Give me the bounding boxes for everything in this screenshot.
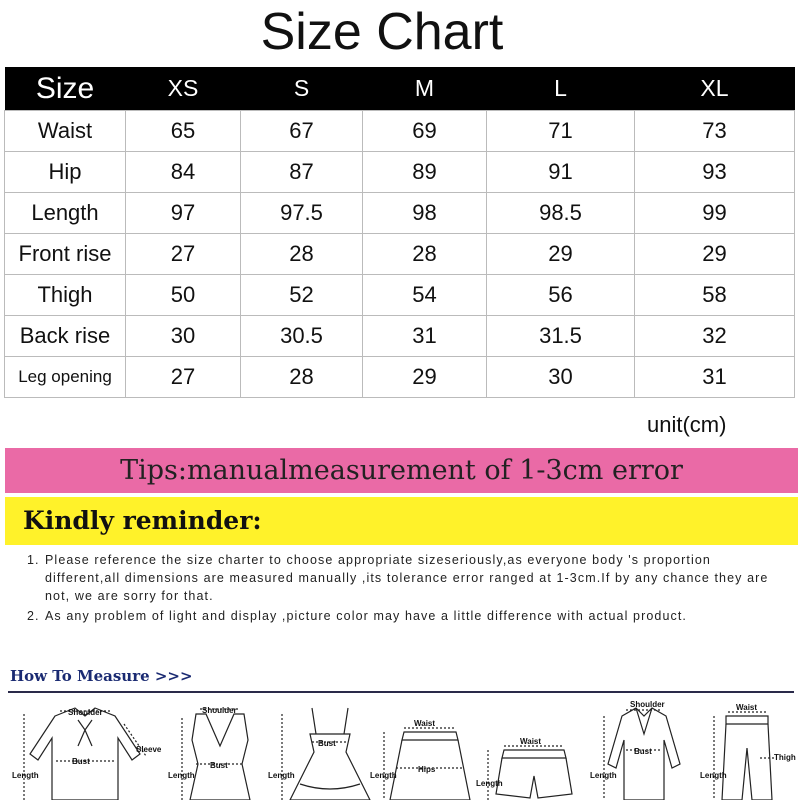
divider (8, 691, 794, 693)
notes-list (27, 551, 787, 627)
label-bust: Bust (318, 739, 336, 748)
label-length: Length (12, 771, 39, 780)
table-cell: 28 (241, 357, 363, 398)
tips-banner (5, 448, 798, 493)
label-shoulder: Shoulder (202, 706, 237, 715)
table-cell: 50 (126, 275, 241, 316)
header-s: S (241, 67, 363, 111)
table-row (5, 275, 795, 316)
how-to-measure-heading: How To Measure >>> (10, 667, 193, 685)
label-waist: Waist (736, 703, 758, 712)
note-number: 2. (27, 609, 40, 623)
label-shoulder: Shoulder (630, 700, 665, 709)
label-waist: Waist (414, 719, 436, 728)
table-cell: 98.5 (487, 193, 635, 234)
trousers-diagram (714, 712, 776, 800)
note-text: Please reference the size charter to choose appropriate sizeseriously,as everyone body 's proportion different,all dimensions are measured manually ,its tolerance error ranged at 1-3cm.If by any chance they are not, we are sorry for that. (45, 553, 769, 603)
table-cell: 27 (126, 234, 241, 275)
measurement-diagrams (0, 694, 800, 800)
header-xl: XL (635, 67, 795, 111)
table-cell: 98 (363, 193, 487, 234)
shorts-diagram (488, 746, 572, 800)
row-label-waist: Waist (5, 111, 126, 152)
label-length: Length (476, 779, 503, 788)
table-cell: 87 (241, 152, 363, 193)
table-cell: 73 (635, 111, 795, 152)
table-cell: 71 (487, 111, 635, 152)
table-cell: 30 (487, 357, 635, 398)
table-row (5, 357, 795, 398)
label-length: Length (370, 771, 397, 780)
table-cell: 97.5 (241, 193, 363, 234)
table-cell: 99 (635, 193, 795, 234)
row-label-hip: Hip (5, 152, 126, 193)
table-cell: 89 (363, 152, 487, 193)
tank-top-diagram (182, 709, 250, 800)
row-label-leg-opening: Leg opening (5, 357, 126, 398)
reminder-banner (5, 497, 798, 545)
table-row (5, 152, 795, 193)
table-row (5, 234, 795, 275)
table-cell: 84 (126, 152, 241, 193)
blouse-diagram (24, 708, 146, 800)
table-cell: 65 (126, 111, 241, 152)
reminder-text: Kindly reminder: (23, 506, 262, 535)
table-cell: 31 (635, 357, 795, 398)
label-length: Length (268, 771, 295, 780)
row-label-thigh: Thigh (5, 275, 126, 316)
label-shoulder: Shoulder (68, 708, 103, 717)
tips-text: Tips:manualmeasurement of 1-3cm error (120, 455, 683, 486)
table-cell: 29 (487, 234, 635, 275)
table-cell: 27 (126, 357, 241, 398)
table-cell: 69 (363, 111, 487, 152)
label-hips: Hips (418, 765, 436, 774)
table-cell: 30 (126, 316, 241, 357)
note-text: As any problem of light and display ,picture color may have a little difference with actual product. (45, 609, 687, 623)
table-cell: 28 (363, 234, 487, 275)
table-cell: 29 (635, 234, 795, 275)
list-item (27, 607, 787, 625)
table-cell: 28 (241, 234, 363, 275)
table-cell: 29 (363, 357, 487, 398)
table-cell: 32 (635, 316, 795, 357)
label-length: Length (168, 771, 195, 780)
label-thigh: Thigh (774, 753, 796, 762)
dress-diagram (282, 708, 370, 800)
list-item (27, 551, 787, 605)
label-bust: Bust (72, 757, 90, 766)
table-cell: 56 (487, 275, 635, 316)
label-bust: Bust (634, 747, 652, 756)
row-label-front-rise: Front rise (5, 234, 126, 275)
row-label-length: Length (5, 193, 126, 234)
header-m: M (363, 67, 487, 111)
table-cell: 31.5 (487, 316, 635, 357)
table-cell: 93 (635, 152, 795, 193)
page-title: Size Chart (260, 3, 504, 61)
header-size: Size (5, 67, 126, 111)
label-sleeve: Sleeve (136, 745, 162, 754)
table-cell: 54 (363, 275, 487, 316)
table-row (5, 111, 795, 152)
table-header-row (5, 67, 795, 111)
table-cell: 97 (126, 193, 241, 234)
table-row (5, 193, 795, 234)
table-cell: 58 (635, 275, 795, 316)
skirt-diagram (384, 728, 470, 800)
table-cell: 31 (363, 316, 487, 357)
table-row (5, 316, 795, 357)
label-length: Length (700, 771, 727, 780)
table-cell: 91 (487, 152, 635, 193)
label-waist: Waist (520, 737, 542, 746)
header-xs: XS (126, 67, 241, 111)
table-cell: 52 (241, 275, 363, 316)
note-number: 1. (27, 553, 40, 567)
unit-label: unit(cm) (647, 412, 727, 437)
label-bust: Bust (210, 761, 228, 770)
table-cell: 67 (241, 111, 363, 152)
header-l: L (487, 67, 635, 111)
row-label-back-rise: Back rise (5, 316, 126, 357)
table-cell: 30.5 (241, 316, 363, 357)
label-length: Length (590, 771, 617, 780)
size-chart-table (4, 67, 795, 398)
